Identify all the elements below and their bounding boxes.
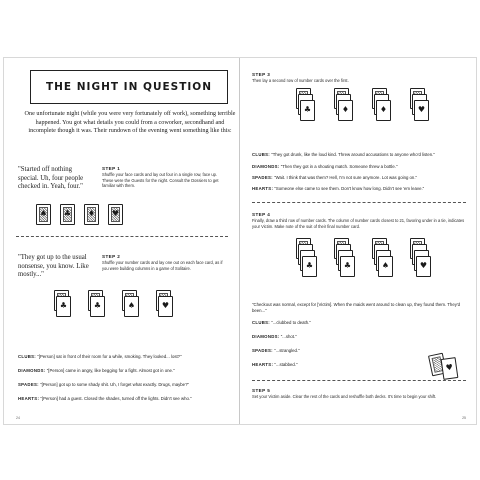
clue-suit: DIAMONDS: <box>252 164 280 169</box>
number-card-s4-1 <box>302 256 317 277</box>
step3-text: Then lay a second row of number cards over the first. <box>252 78 349 83</box>
card-suit: ♠ <box>39 209 48 218</box>
number-card-2 <box>90 296 105 317</box>
number-card-s4-2 <box>340 256 355 277</box>
card-suit: ♣ <box>343 261 352 270</box>
clue-text: "...stabbed." <box>274 362 298 367</box>
step3-label: STEP 3 <box>252 72 271 77</box>
card-suit: ♥ <box>111 209 120 218</box>
number-card-s3-3 <box>376 100 391 121</box>
clue-suit: DIAMONDS: <box>18 368 46 373</box>
card-suit: ♦ <box>87 209 96 218</box>
card-suit: ♣ <box>59 301 68 310</box>
left-page <box>4 58 240 424</box>
clue-text: "...shot." <box>280 334 297 339</box>
clue-suit: SPADES: <box>252 175 273 180</box>
card-suit: ♠ <box>381 261 390 270</box>
section-divider <box>252 202 466 203</box>
clue-text: "[Person] had a guest. Closed the shades, turned off the lights. Didn't see who." <box>40 396 192 401</box>
clue-text: "...strangled." <box>274 348 300 353</box>
clue-diamonds <box>18 368 232 374</box>
intro-paragraph: One unfortunate night (while you were very fortunately off work), something terrible happened. You got what details you could from a coworker, secondhand and incomplete though it was. Their rundown of the evening went something like this: <box>24 110 236 135</box>
clue3-clubs <box>252 152 468 158</box>
number-card-s4-4 <box>416 256 431 277</box>
step5-text: Set your Victim aside. Clear the rest of the cards and reshuffle both decks. It's time to begin your shift. <box>252 394 437 399</box>
step2-text: Shuffle your number cards and lay one out on each face card, as if you were building columns in a game of Solitaire. <box>102 260 223 271</box>
card-suit: ♦ <box>379 105 388 114</box>
number-card-s3-4 <box>414 100 429 121</box>
step4-label: STEP 4 <box>252 212 271 217</box>
card-suit: ♥ <box>445 362 454 373</box>
card-suit: ♠ <box>127 301 136 310</box>
card-suit: ♥ <box>417 105 426 114</box>
clue-suit: CLUBS: <box>252 152 271 157</box>
clue4-clubs <box>252 320 412 326</box>
step2-label: STEP 2 <box>102 254 121 259</box>
number-card-4 <box>158 296 173 317</box>
clue-suit: HEARTS: <box>252 362 274 367</box>
step4-text: Finally, draw a third row of number cards. The column of number cards closest to 21, favoring under in a tie, indicates your Victim. Make note of the suit of their final number card. <box>252 218 465 229</box>
clue-text: "Wait. I think that was them? Hell, I'm not sure anymore. Lot was going on." <box>274 175 418 180</box>
clue-text: "Then they got in a shouting match. Someone threw a bottle." <box>280 164 398 169</box>
number-card-3 <box>124 296 139 317</box>
right-page <box>240 58 476 424</box>
section-divider <box>16 236 228 237</box>
title-box <box>30 70 228 104</box>
clue-text: "They got drunk, like the loud kind. Threw around accusations to anyone who'd listen." <box>271 152 435 157</box>
clue-suit: CLUBS: <box>18 354 37 359</box>
card-suit: ♣ <box>63 209 72 218</box>
clue-text: "...clubbed to death." <box>271 320 311 325</box>
quote-checkin: "Started off nothing special. Uh, four people checked in. Yeah, four." <box>18 166 84 191</box>
clue3-spades <box>252 175 468 181</box>
victim-number-card <box>441 357 459 380</box>
clue-hearts <box>18 396 232 402</box>
clue-text: "Someone else came to see them. Don't know how long. Didn't see 'em leave." <box>274 186 425 191</box>
clue-clubs <box>18 354 232 360</box>
clue-suit: HEARTS: <box>252 186 274 191</box>
quote-checkout: "Checkout was normal, except for [Victim]. When the maids went around to clean up, they found them. They'd been..." <box>252 302 461 313</box>
card-suit: ♣ <box>303 105 312 114</box>
clue-text: "[Person] sat in front of their room for a while, smoking. They looked... lost?" <box>37 354 182 359</box>
number-card-s3-2 <box>338 100 353 121</box>
clue-text: "[Person] got up to some shady shit. Uh, I forget what exactly. Drugs, maybe?" <box>40 382 189 387</box>
clue3-diamonds <box>252 164 468 170</box>
card-suit: ♥ <box>419 261 428 270</box>
step1-text: Shuffle your face cards and lay out four in a single row, face up. These were the Guests for the night. Consult the Dossiers to get familiar with them. <box>102 172 219 189</box>
step1-label: STEP 1 <box>102 166 121 171</box>
card-suit: ♥ <box>161 301 170 310</box>
face-card-2 <box>60 204 75 225</box>
clue-suit: CLUBS: <box>252 320 271 325</box>
clue4-spades <box>252 348 412 354</box>
face-card-4 <box>108 204 123 225</box>
clue4-diamonds <box>252 334 412 340</box>
clue-spades <box>18 382 232 388</box>
quote-nonsense: "They got up to the usual nonsense, you know. Like mostly..." <box>18 254 89 279</box>
card-suit: ♦ <box>341 105 350 114</box>
clue4-hearts <box>252 362 412 368</box>
page-number-right: 25 <box>462 416 466 420</box>
face-card-3 <box>84 204 99 225</box>
clue-suit: SPADES: <box>252 348 273 353</box>
page-number-left: 24 <box>16 416 20 420</box>
clue-suit: HEARTS: <box>18 396 40 401</box>
card-suit: ♣ <box>305 261 314 270</box>
page-title: THE NIGHT IN QUESTION <box>45 81 213 93</box>
number-card-s3-1 <box>300 100 315 121</box>
section-divider <box>252 380 466 381</box>
clue3-hearts <box>252 186 468 192</box>
clue-text: "[Person] came in angry, like begging for a fight. Almost got in one." <box>46 368 175 373</box>
number-card-s4-3 <box>378 256 393 277</box>
number-card-1 <box>56 296 71 317</box>
face-card-1 <box>36 204 51 225</box>
step5-label: STEP 5 <box>252 388 271 393</box>
clue-suit: DIAMONDS: <box>252 334 280 339</box>
clue-suit: SPADES: <box>18 382 39 387</box>
book-spread <box>4 58 476 424</box>
card-suit: ♣ <box>93 301 102 310</box>
